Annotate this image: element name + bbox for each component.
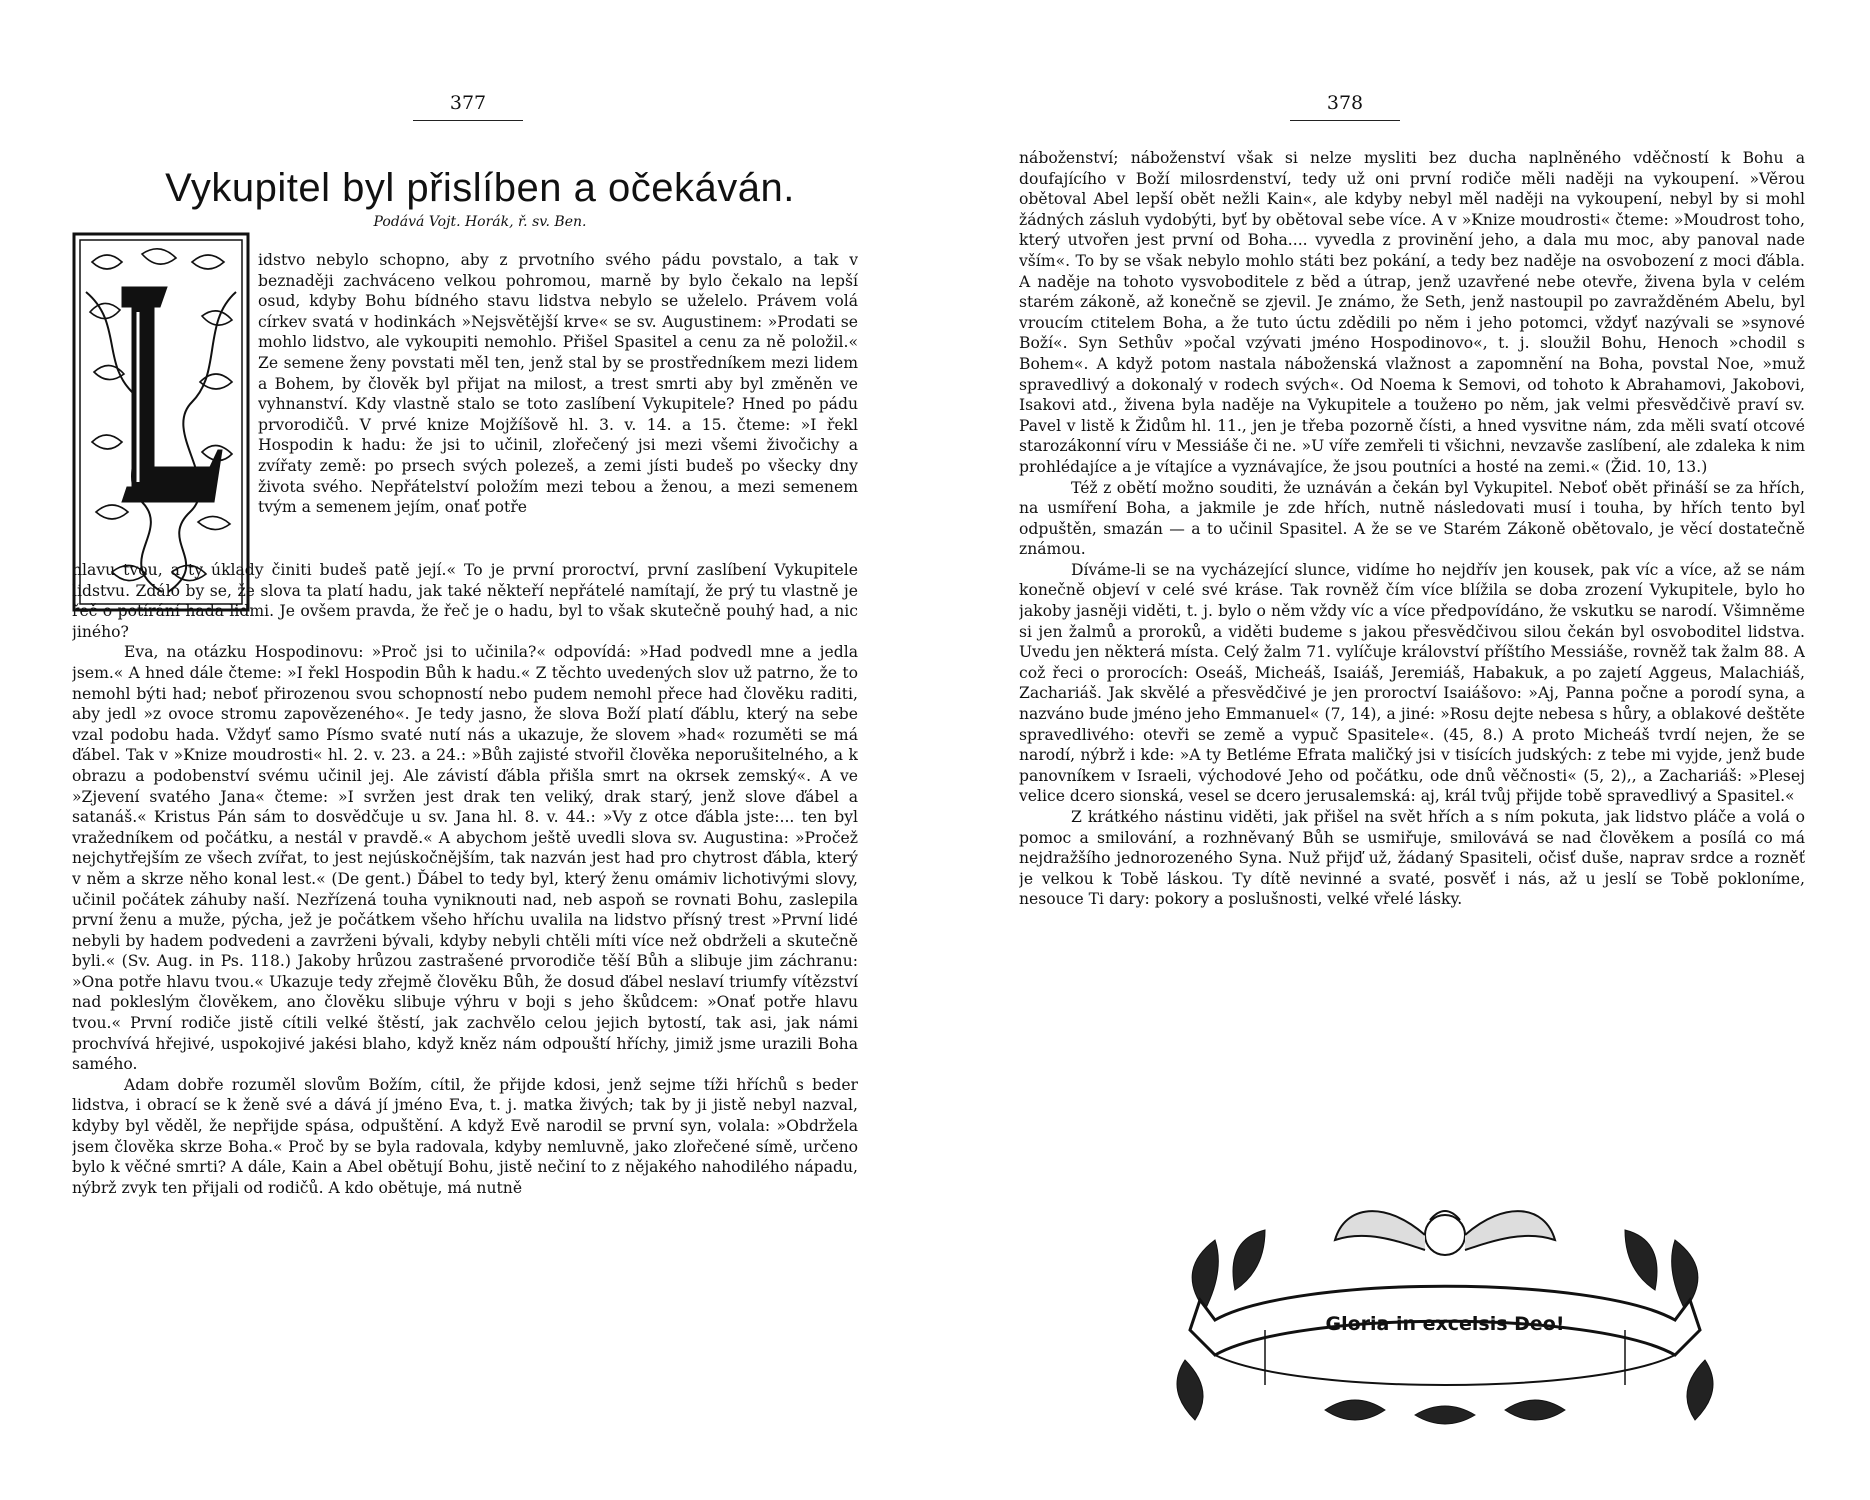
article-byline	[115, 214, 845, 230]
paragraph-eva: Eva, na otázku Hospodinovu: »Proč jsi to učinila?« odpovídá: »Had podvedl mne a jedla jsem.« A hned dále čteme: »I řekl Hospodin Bůh k hadu.« Z těchto uvedených slov už patrno, že to nemohl býti had; neboť přirozenou svou schopností nebo pudem nemohl přece had člověku raditi, aby jedl »z ovoce stromu zapovězeného«. Je tedy jasno, že slova Boží platí ďáblu, který na sebe vzal podobu hada. Vždyť samo Písmo svaté nutí nás a ukazuje, že slovem »had« rozuměti se má ďábel. Tak v »Knize moudrosti« hl. 2. v. 23. a 24.: »Bůh zajisté stvořil člověka neporušitelného, a k obrazu a podobenství svému učinil jej. Ale závistí ďábla přišla smrt na okrsek zemský«. A ve »Zjevení svatého Jana« čteme: »I svržen jest drak ten veliký, drak starý, jenž slove ďábel a satanáš.« Kristus Pán sám to dosvědčuje u sv. Jana hl. 8. v. 44.: »Vy z otce ďábla jste:... ten byl vražedníkem od počátku, a nestál v pravdě.« A abychom ještě uvedli slova sv. Augustina: »Pročež nejchytřejším ze všech zvířat, to jest nejúskočnějším, tak nazván jest had pro chytrost ďábla, který v něm a skrze něho konal lest.« (De gent.) Ďábel to tedy byl, který ženu omámiv lichotivými slovy, učinil počátek záhuby naší. Nezřízená touha vyniknouti nad, neb aspoň se rovnati Bohu, zaslepila první ženu a muže, pýcha, jež je počátkem všeho hříchu uvalila na lidstvo přísný trest »První lidé nebyli by hadem podvedeni a zavrženi bývali, kdyby nebyli chtěli míti více než obdrželi a skutečně byli.« (Sv. Aug. in Ps. 118.) Jakoby hrůzou zastrašené prvorodiče těší Bůh a slibuje jim záchranu: »Ona potře hlavu tvou.« Ukazuje tedy zřejmě člověku Bůh, že dosud ďábel neslaví triumfy vítězství nad pokleslým člověkem, ano člověku slibuje výhru v boji s jeho škůdcem: »Onať potře hlavu tvou.« První rodiče jistě cítili velké štěstí, jak zachvělo celou jejich bytostí, tak asi, jak námi prochvívá hřejivé, uspokojivé jakési blaho, když kněz nám odpouští hříchy, jimiž jsme urazili Boha samého.	[72, 643, 858, 1074]
article-title: Vykupitel byl přislíben a očekáván.	[165, 166, 795, 210]
paragraph-obeti: Též z obětí možno souditi, že uznáván a čekán byl Vykupitel. Neboť obět přináší se za hřích, na usmíření Boha, a jakmile je zde hřích, nutně následovati musí i touha, by hřích tento byl odpuštěn, smazán — a to učinil Spasitel. A že se ve Starém Zákoně obětovalo, je věcí dostatečně známou.	[1019, 478, 1805, 559]
right-column	[1019, 148, 1805, 1148]
paragraph-adam: Adam dobře rozuměl slovům Božím, cítil, že přijde kdosi, jenž sejme tíži hříchů s beder lidstva, i obrací se k ženě své a dává jí jméno Eva, t. j. matka živých; tak by ji jistě nebyl nazval, kdyby byl věděl, že nepřijde spása, odpuštění. A když Evě narodil se první syn, volala: »Obdržela jsem člověka skrze Boha.« Proč by se byla radovala, kdyby nemluvně, jako zlořečené símě, určeno bylo k věčné smrti? A dále, Kain a Abel obětují Bohu, jistě nečiní to z nějakého nahodilého nápadu, nýbrž zvyk ten přijali od rodičů. A kdo obětuje, má nutně	[72, 1075, 858, 1197]
paragraph-intro-continued: hlavu tvou, a ty úklady činiti budeš patě její.« To je první proroctví, první zaslíbení Vykupitele lidstvu. Zdálo by se, že slova ta platí hadu, jak také někteří nepřátelé namítají, že prý tu vlastně je řeč o potírání hada lidmi. Je ovšem pravda, že řeč je o hadu, byl to však skutečně pouhý had, a nic jiného?	[72, 561, 858, 641]
gloria-ornament	[1145, 1180, 1745, 1440]
banner-text: Gloria in excelsis Deo!	[1325, 1313, 1565, 1335]
paragraph-nabozenstvi: náboženství; náboženství však si nelze mysliti bez ducha naplněného vděčností k Bohu a doufajícího v Boží milosrdenství, tedy už oni první rodiče měli naději na vykoupení. »Věrou obětoval Abel lepší obět nežli Kain«, ale kdyby nebyl měl naději na vykoupení, nebyl by si mohl žádných zásluh vydobýti, byť by obětoval sebe více. A v »Knize moudrosti« čteme: »Moudrost toho, který utvořen jest první od Boha.... vyvedla z provinění jeho, a dala mu moc, aby panoval nade vším«. To by se však nebylo mohlo státi bez pokání, a tedy bez naděje na osvobození z moci ďábla. A naděje na tohoto vysvoboditele z běd a útrap, jenž uzavřené nebe otevře, živena byla v celém starém zákoně, až konečně se zjevil. Je známo, že Seth, jenž nastoupil po zavražděném Abelu, byl vroucím ctitelem Boha, a že tuto úctu zdědili po něm i jeho potomci, vždyť nazývali se »synové Boží«. Syn Sethův »počal vzývati jméno Hospodinovo«, t. j. sloužil Bohu, Henoch »chodil s Bohem«. A když potom nastala náboženská vlažnost a zapomnění na Boha, povstal Noe, »muž spravedlivý a dokonalý v rodech svých«. Od Noema k Semovi, od tohoto k Abrahamovi, Jakobovi, Isakovi atd., živena byla naděje na Vykupitele a toužено po něm, jak velmi přesvědčivě praví sv. Pavel v listě k Židům hl. 11., jen je třeba pozorně čísti, a hned vysvitne nám, zda měli svatí otcové starozákonní víru v Messiáše či ne. »U víře zemřeli ti všichni, nevzavše zaslíbení, ale zdaleka k nim prohlédajíce a je vítajíce a vyznávajíce, že jsou poutníci a hosté na zemi.« (Žid. 10, 13.)	[1019, 149, 1805, 476]
page-number-right: 378	[1290, 92, 1400, 121]
paragraph-zaver: Z krátkého nástinu viděti, jak přišel na svět hřích a s ním pokuta, jak lidstvo pláče a volá o pomoc a smilování, a rozhněvaný Bůh se usmiřuje, smilovává se nad člověkem a posílá co má nejdražšího jednorozeného Syna. Nuž přijď už, žádaný Spasiteli, očisť duše, naprav srdce a rozněť je velkou k Tobě láskou. Ty dítě nevinné a svaté, posvěť i nás, až u jeslí se Tobě pokloníme, nesouce Ti dary: pokory a poslušnosti, velké vřelé lásky.	[1019, 808, 1805, 909]
page-number-left: 377	[413, 92, 523, 121]
left-full-column	[72, 560, 858, 1460]
paragraph-slunce: Díváme-li se na vycházející slunce, vidíme ho nejdřív jen kousek, pak víc a více, až se nám konečně objeví v celé své kráse. Tak rovněž čím více blížila se doba zrození Vykupitele, bylo ho jakoby jasněji viděti, t. j. bylo o něm vždy víc a více předpovídáno, že vskutku se narodí. Všimněme si jen žalmů a proroků, a viděti budeme s jakou přesvědčivou silou čekán byl osvoboditel lidstva. Uvedu jen některá místa. Celý žalm 71. vylíčuje království příštího Messiáše, rovněž tak žalm 88. A což řeci o prorocích: Oseáš, Micheáš, Isaiáš, Jeremiáš, Habakuk, a po zajetí Aggeus, Malachiáš, Zachariáš. Jak skvělé a přesvědčivé je jen proroctví Isaiášovo: »Aj, Panna počne a porodí syna, a nazváno bude jméno jeho Emmanuel« (7, 14), a jiné: »Rosu dejte nebesa s hůry, a oblakové deštěte spravedlivého: otevři se země a vypuč Spasitele«. (45, 8.) A proto Micheáš tvrdí nejen, že se narodí, nýbrž i kde: »A ty Betléme Efrata maličký jsi v tisících judských: z tebe mi vyjde, jenž bude panovníkem v Israeli, východové Jeho od počátku, ode dnů věčnosti« (5, 2),, a Zachariáš: »Plesej velice dcero sionská, vesel se dcero jerusalemská: aj, král tvůj přijde tobě spravedlivý a Spasitel.«	[1019, 560, 1805, 806]
angel-icon	[1335, 1211, 1555, 1255]
paragraph-intro: idstvo nebylo schopno, aby z prvotního svého pádu povstalo, a tak v beznaději zachváceno velkou pohromou, marně by bylo čekalo na lepší osud, kdyby Bohu bídného stavu lidstva nebylo se uželelo. Právem volá církev svatá v hodinkách »Nejsvětější krve« se sv. Augustinem: »Prodati se mohlo lidstvo, ale vykoupiti nemohlo. Přišel Spasitel a cenu za ně položil.« Ze semene ženy povstati měl ten, jenž stal by se prostředníkem mezi lidem a Bohem, by člověk byl přijat na milost, a trest smrti aby byl změněn ve vyhnanství. Kdy vlastně stalo se toto zaslíbení Vykupitele? Hned po pádu prvorodičů. V prvé knize Mojžíšově hl. 3. v. 14. a 15. čteme: »I řekl Hospodin k hadu: že jsi to učinil, zlořečený jsi mezi všemi živočichy a zvířaty země: po prsech svých polezeš, a zemi jísti budeš po všecky dny života svého. Nepřátelství položím mezi tebou a ženou, a mezi semenem tvým a semenem jejím, onať potře	[258, 251, 858, 517]
decorated-initial-L	[72, 232, 250, 612]
byline-text: Podává Vojt. Horák, ř. sv. Ben.	[373, 214, 587, 230]
left-wrapped-column	[258, 250, 858, 560]
right-page	[935, 0, 1870, 1500]
